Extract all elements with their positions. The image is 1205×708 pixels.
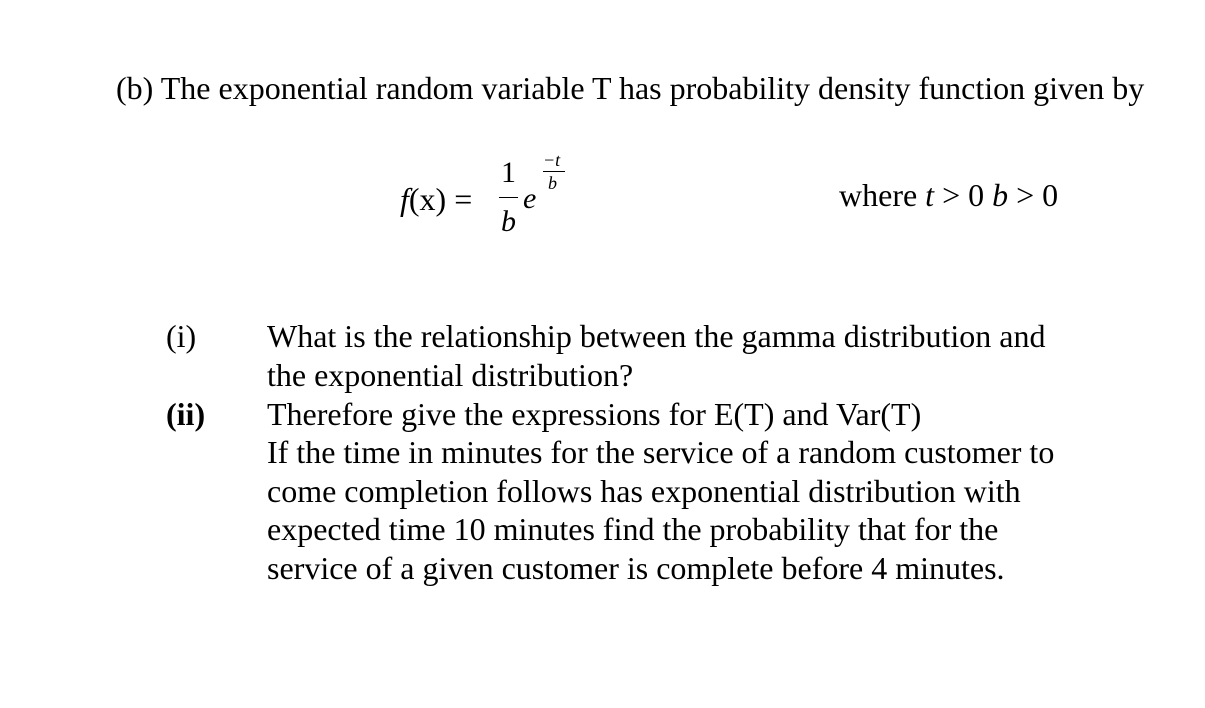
formula-function-name: f [400,181,409,217]
formula-lhs [400,180,472,218]
formula-equals: = [454,181,473,217]
part-number-i: (i) [166,318,197,354]
condition-b-bound: > 0 [1016,177,1059,213]
condition-t-bound: > 0 [942,177,985,213]
formula-argument: (x) [408,181,447,217]
exponent-fraction-bar [543,171,565,172]
condition-b: b [992,177,1009,213]
part-ii-line-1: Therefore give the expressions for E(T) and Var(T) [267,396,922,432]
question-intro: (b) The exponential random variable T has probability density function given by [116,70,1145,106]
exponent-numerator: −t [543,150,561,170]
pdf-formula [397,150,597,240]
part-i-line-2: the exponential distribution? [267,357,634,393]
part-ii-line-2: If the time in minutes for the service of a random customer to [267,434,1055,470]
fraction-bar [499,197,518,198]
part-ii-line-4: expected time 10 minutes find the probability that for the [267,511,999,547]
part-i-line-1: What is the relationship between the gamma distribution and [267,318,1046,354]
exponent-denominator: b [548,173,557,193]
fraction-denominator: b [501,205,516,238]
part-ii-line-3: come completion follows has exponential distribution with [267,473,1021,509]
condition-t: t [925,177,935,213]
fraction-numerator: 1 [501,156,516,189]
part-ii-line-5: service of a given customer is complete before 4 minutes. [267,550,1005,586]
condition-word: where [839,177,918,213]
domain-condition [839,176,1058,214]
part-number-ii: (ii) [166,396,206,432]
exponential-base: e [523,182,537,215]
